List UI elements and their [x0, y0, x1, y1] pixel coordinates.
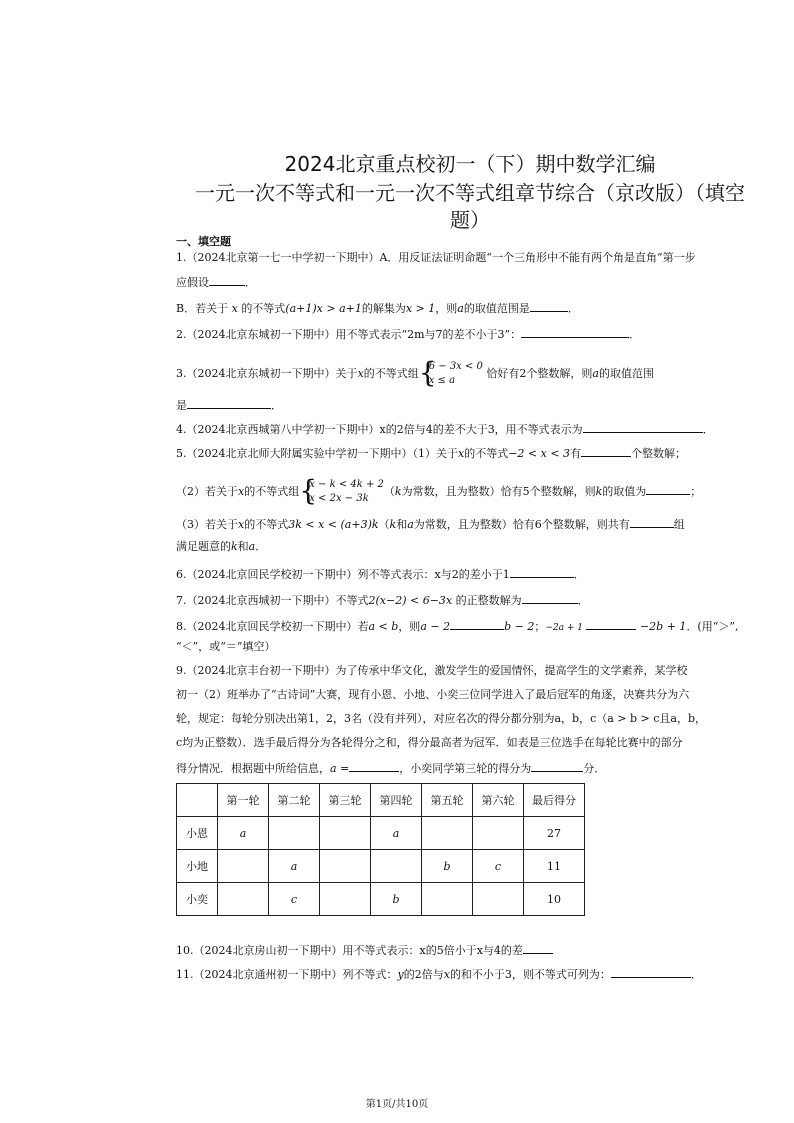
q1-b-blank[interactable] — [530, 300, 568, 312]
table-cell: 27 — [524, 817, 585, 850]
q8-line: 8.（2024北京回民学校初一下期中）若a < b，则a − 2 b − 2；−2a + 1 −2b + 1．(用“＞”, — [176, 620, 739, 633]
section-heading: 一、填空题 — [176, 235, 231, 248]
table-cell — [473, 883, 524, 916]
q5-part1-blank[interactable] — [581, 445, 631, 457]
title-line-2: 一元一次不等式和一元一次不等式组章节综合（京改版）（填空 — [195, 181, 745, 205]
table-row — [177, 817, 585, 850]
table-header-row — [177, 784, 585, 817]
title-line-3: 题） — [450, 208, 490, 232]
q3-inequality-system: { 6 − 3x < 0 x ≤ a — [418, 356, 483, 389]
table-cell: c — [473, 850, 524, 883]
table-cell: 10 — [524, 883, 585, 916]
q10-blank[interactable] — [523, 942, 553, 954]
q4-line: 4.（2024北京西城第八中学初一下期中）x的2倍与4的差不大于3，用不等式表示为 ． — [176, 423, 714, 436]
q3-line: 3.（2024北京东城初一下期中）关于x的不等式组 { 6 − 3x < 0 x ≤ a 恰好有2个整数解，则a的取值范围 — [176, 356, 654, 389]
q9-a-blank[interactable] — [349, 760, 399, 772]
table-cell: a — [218, 817, 269, 850]
table-cell — [320, 883, 371, 916]
table-cell — [218, 883, 269, 916]
q9-line-5: 得分情况．根据题中所给信息，a = ，小奕同学第三轮的得分为 分． — [176, 762, 606, 775]
title-line-1: 2024北京重点校初一（下）期中数学汇编 — [284, 152, 656, 176]
table-header-cell — [177, 784, 218, 817]
table-cell: 小地 — [177, 850, 218, 883]
q5-part3: （3）若关于x的不等式3k < x < (a+3)k（k和a为常数，且为整数）恰有6个整数解，则共有 组 — [176, 518, 685, 531]
q9-line-1: 9.（2024北京丰台初一下期中）为了传承中华文化，激发学生的爱国情怀，提高学生的文学素养，某学校 — [176, 664, 688, 677]
table-cell: 小恩 — [177, 817, 218, 850]
table-row — [177, 883, 585, 916]
q5-part1: 5.（2024北京北师大附属实验中学初一下期中）（1）关于x的不等式−2 < x < 3有 个整数解； — [176, 447, 687, 460]
page-footer: 第1页/共10页 — [365, 1099, 429, 1110]
q3-blank[interactable] — [187, 397, 271, 409]
table-row — [177, 850, 585, 883]
q5-part2-blank[interactable] — [646, 483, 690, 495]
q2-line: 2.（2024北京东城初一下期中）用不等式表示“2m与7的差不小于3”： ． — [176, 328, 641, 341]
table-header-cell: 第五轮 — [422, 784, 473, 817]
q1-line-a-cont: 应假设 ． — [176, 276, 256, 289]
q6-line: 6.（2024北京回民学校初一下期中）列不等式表示：x与2的差小于1 ． — [176, 568, 585, 581]
table-cell: 11 — [524, 850, 585, 883]
table-cell — [218, 850, 269, 883]
table-cell: c — [269, 883, 320, 916]
q9-line-2: 初一（2）班举办了“古诗词”大赛，现有小恩、小地、小奕三位同学进入了最后冠军的角逐，决赛共分为六 — [176, 688, 690, 701]
q10-line: 10.（2024北京房山初一下期中）用不等式表示：x的5倍小于x与4的差 — [176, 942, 553, 958]
table-cell: b — [422, 850, 473, 883]
table-header-cell: 第三轮 — [320, 784, 371, 817]
table-cell: b — [371, 883, 422, 916]
q11-blank[interactable] — [611, 966, 691, 978]
table-cell: a — [371, 817, 422, 850]
q4-blank[interactable] — [583, 421, 703, 433]
q8-blank-2[interactable] — [586, 618, 636, 630]
q8-line-cont: “＜”，或“＝”填空） — [176, 640, 276, 653]
q1-line-b: B．若关于 x 的不等式(a+1)x > a+1的解集为x > 1，则a的取值范围是 ． — [176, 302, 579, 315]
q5-inequality-system: { x − k < 4k + 2 x < 2x − 3k — [299, 474, 384, 507]
q6-blank[interactable] — [510, 566, 574, 578]
table-header-cell: 第一轮 — [218, 784, 269, 817]
table-cell — [422, 883, 473, 916]
q1-line-a: 1.（2024北京第一七一中学初一下期中）A．用反证法证明命题“一个三角形中不能有两个角是直角”第一步 — [176, 251, 696, 264]
table-header-cell: 最后得分 — [524, 784, 585, 817]
q3-line-cont: 是 ． — [176, 399, 282, 412]
table-cell: 小奕 — [177, 883, 218, 916]
q8-blank-1[interactable] — [450, 618, 504, 630]
q1-a-blank[interactable] — [209, 274, 245, 286]
table-header-cell: 第二轮 — [269, 784, 320, 817]
q9-score-blank[interactable] — [531, 760, 583, 772]
q5-part3-blank[interactable] — [630, 516, 674, 528]
q5-part2: （2）若关于x的不等式组 { x − k < 4k + 2 x < 2x − 3k （k为常数，且为整数）恰有5个整数解，则k的取值为 ； — [176, 474, 702, 507]
q11-line: 11.（2024北京通州初一下期中）列不等式：y的2倍与x的和不小于3，则不等式可列为： ． — [176, 968, 702, 981]
table-cell — [320, 850, 371, 883]
q7-blank[interactable] — [522, 592, 578, 604]
q5-part3-cont: 满足题意的k和a． — [176, 540, 267, 553]
q9-line-4: c均为正整数）．选手最后得分为各轮得分之和，得分最高者为冠军．如表是三位选手在每轮比赛中的部分 — [176, 736, 683, 749]
q9-line-3: 轮，规定：每轮分别决出第1，2，3名（没有并列），对应名次的得分都分别为a，b，c（a > b > c且a，b， — [176, 712, 707, 725]
score-table — [176, 783, 585, 916]
table-cell: a — [269, 850, 320, 883]
table-cell — [422, 817, 473, 850]
q7-line: 7.（2024北京西城初一下期中）不等式2(x−2) < 6−3x 的正整数解为 ． — [176, 594, 589, 607]
table-cell — [320, 817, 371, 850]
table-header-cell: 第四轮 — [371, 784, 422, 817]
table-cell — [473, 817, 524, 850]
q2-blank[interactable] — [521, 326, 629, 338]
table-cell — [371, 850, 422, 883]
table-cell — [269, 817, 320, 850]
table-header-cell: 第六轮 — [473, 784, 524, 817]
